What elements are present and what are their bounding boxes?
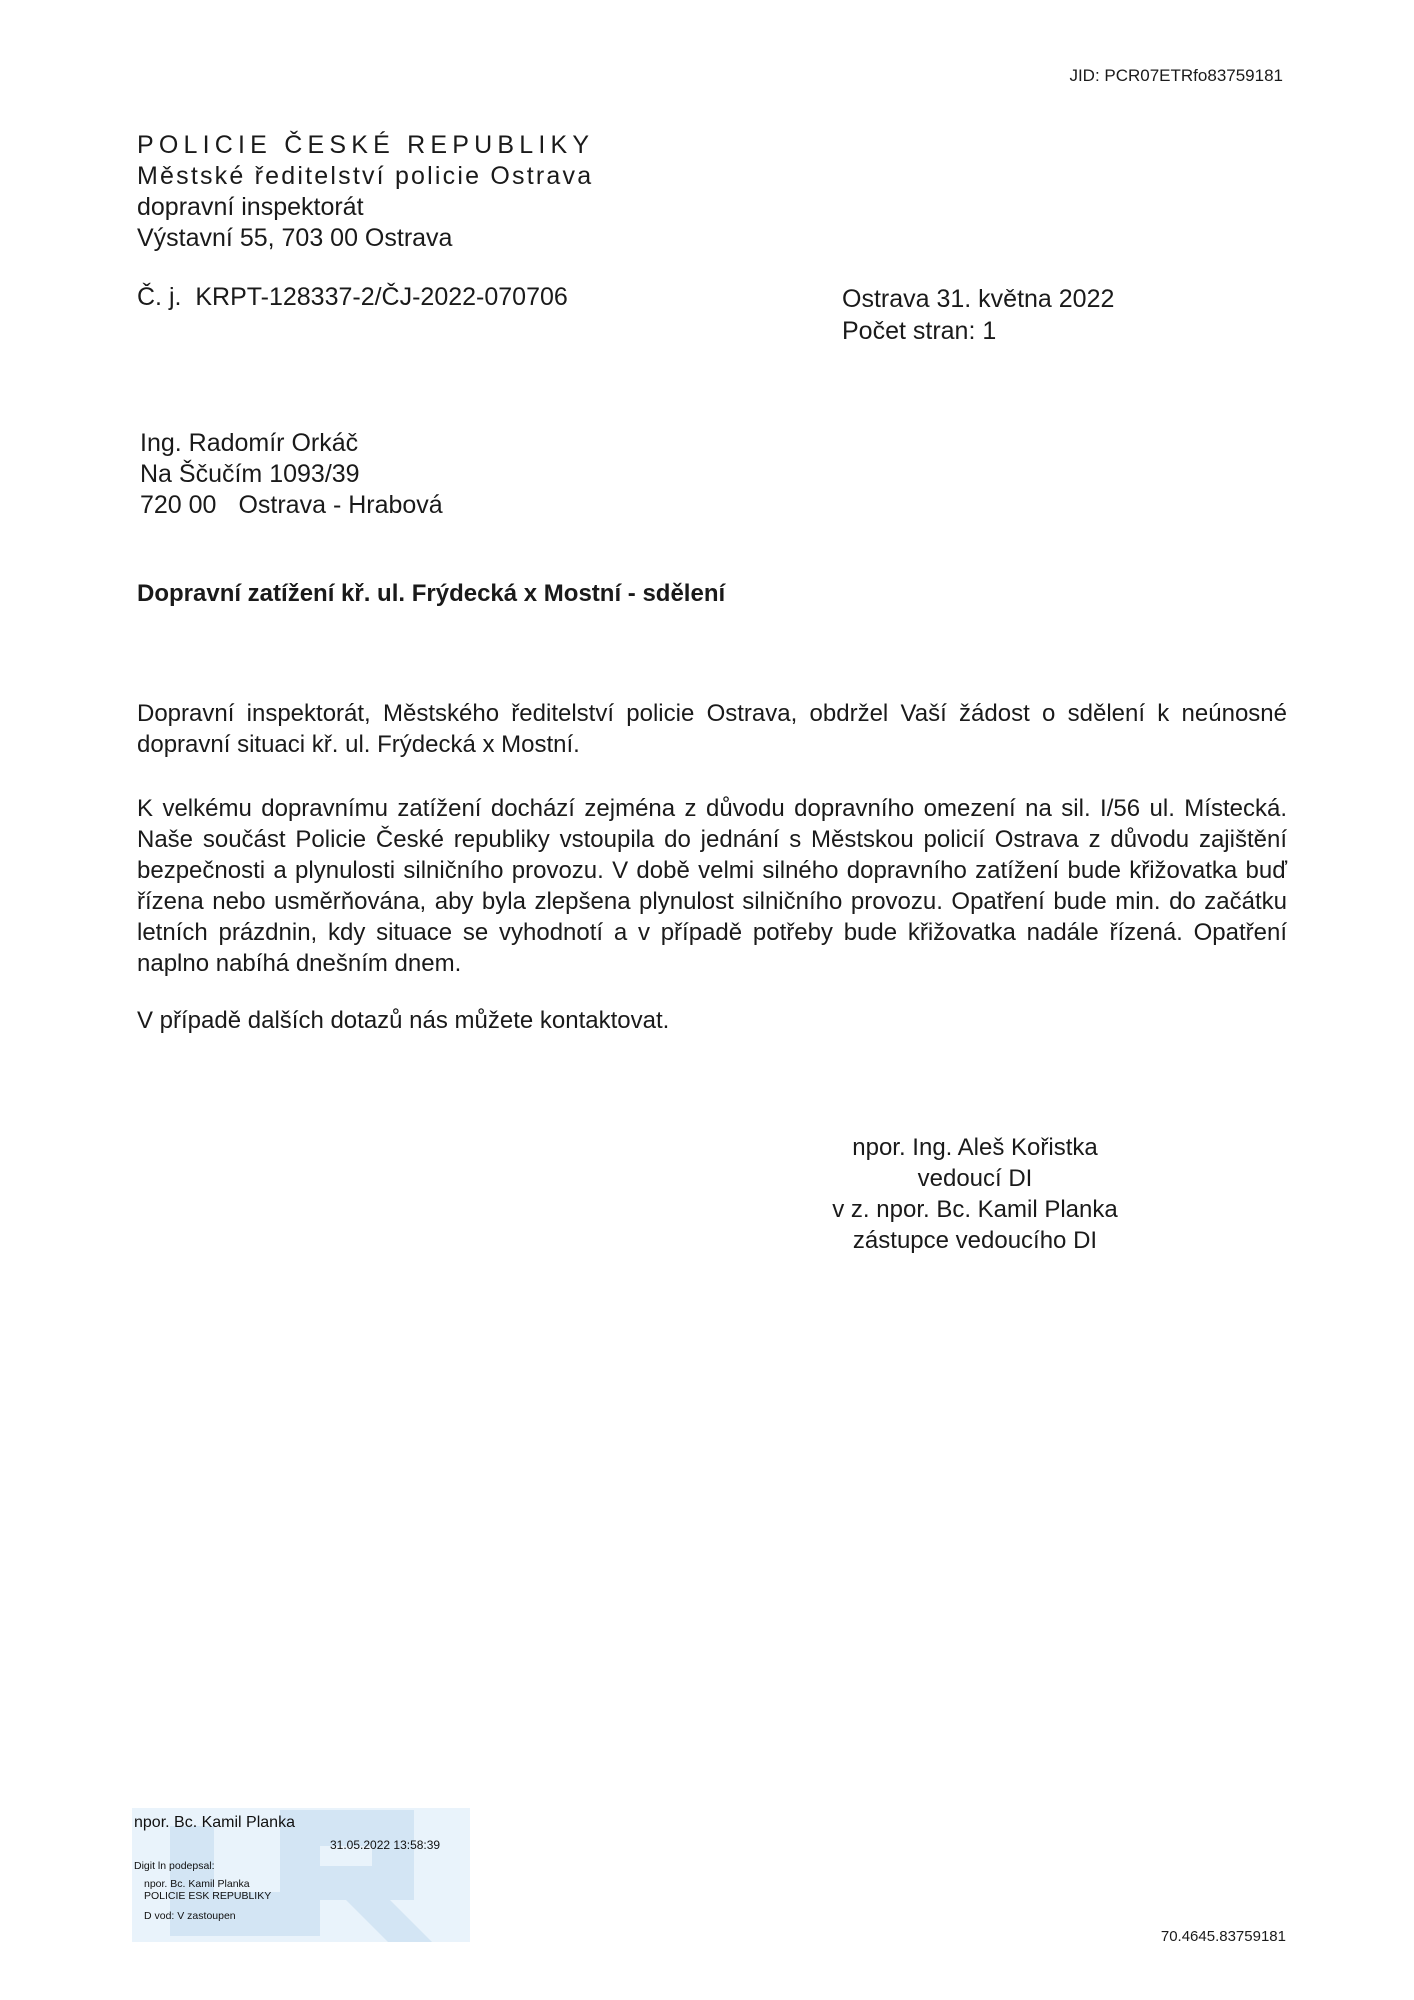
department-name: dopravní inspektorát [137, 193, 364, 221]
recipient-city: Ostrava - Hrabová [238, 491, 443, 519]
document-id: JID: PCR07ETRfo83759181 [1069, 66, 1283, 85]
letter-subject: Dopravní zatížení kř. ul. Frýdecká x Mostní - sdělení [137, 580, 726, 607]
deputy-name: v z. npor. Bc. Kamil Planka [832, 1196, 1118, 1223]
stamp-signer: npor. Bc. Kamil Planka [144, 1878, 250, 1890]
recipient-name: Ing. Radomír Orkáč [140, 429, 359, 457]
body-paragraph-2: K velkému dopravnímu zatížení dochází zejména z důvodu dopravního omezení na sil. I/56 ul. Místecká. Naše součást Policie České republiky vstoupila do jednání s Městskou policií Ostrava z důvodu zajištění bezpečnosti a plynulosti silničního provozu. V době velmi silného dopravního zatížení bude křižovatka buď řízena nebo usměrňována, aby byla zlepšena plynulost silničního provozu. Opatření bude min. do začátku letních prázdnin, kdy situace se vyhodnotí a v případě potřeby bude křižovatka nadále řízená. Opatření naplno nabíhá dnešním dnem. [137, 795, 1287, 977]
organization-name: POLICIE ČESKÉ REPUBLIKY [137, 131, 595, 159]
recipient-zip: 720 00 [140, 491, 217, 519]
footer-code: 70.4645.83759181 [1160, 1928, 1286, 1945]
stamp-signer-name: npor. Bc. Kamil Planka [134, 1814, 295, 1831]
deputy-title: zástupce vedoucího DI [852, 1227, 1098, 1254]
stamp-signed-label: Digit ln podepsal: [134, 1860, 215, 1872]
stamp-organization: POLICIE ESK REPUBLIKY [144, 1890, 272, 1902]
recipient-street: Na Ščučím 1093/39 [140, 460, 360, 488]
body-paragraph-1: Dopravní inspektorát, Městského ředitelství policie Ostrava, obdržel Vaší žádost o sdělení k neúnosné dopravní situaci kř. ul. Frýdecká x Mostní. [137, 700, 1287, 758]
digital-signature-stamp [132, 1808, 470, 1942]
signature-block [780, 1132, 1170, 1256]
body-paragraph-3: V případě dalších dotazů nás můžete kontaktovat. [137, 1007, 670, 1034]
stamp-reason: D vod: V zastoupen [144, 1910, 236, 1922]
directorate-name: Městské ředitelství policie Ostrava [137, 162, 594, 190]
signatory-title: vedoucí DI [917, 1165, 1033, 1192]
sender-address: Výstavní 55, 703 00 Ostrava [137, 224, 453, 252]
letter-date: Ostrava 31. května 2022 [842, 285, 1115, 313]
recipient-city-line [140, 490, 443, 521]
letterhead [137, 130, 594, 254]
date-block [842, 283, 1114, 347]
recipient-address [140, 428, 443, 521]
signatory-name: npor. Ing. Aleš Kořistka [852, 1134, 1098, 1161]
page-count: Počet stran: 1 [842, 317, 997, 345]
stamp-timestamp: 31.05.2022 13:58:39 [330, 1838, 441, 1852]
reference-number: Č. j. KRPT-128337-2/ČJ-2022-070706 [137, 283, 568, 311]
